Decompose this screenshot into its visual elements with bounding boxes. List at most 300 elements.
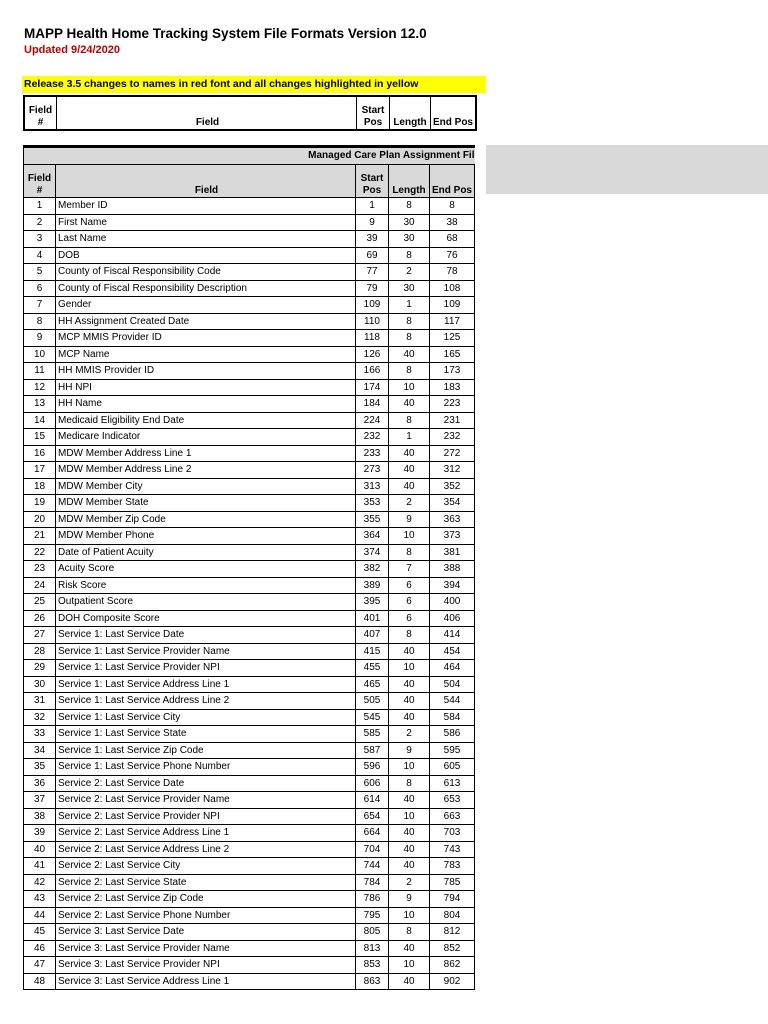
start-pos-cell: 784: [356, 874, 389, 891]
table-body: [24, 198, 475, 990]
table-row: [24, 676, 475, 693]
field-number-cell: 31: [24, 693, 56, 710]
table-row: [24, 841, 475, 858]
field-name-cell: Service 1: Last Service State: [56, 726, 356, 743]
table-row: [24, 511, 475, 528]
field-name-cell: Service 3: Last Service Address Line 1: [56, 973, 356, 990]
start-pos-cell: 233: [356, 445, 389, 462]
end-pos-header: End Pos: [430, 165, 475, 198]
field-name-cell: Service 2: Last Service Phone Number: [56, 907, 356, 924]
field-name-cell: Service 1: Last Service Provider Name: [56, 643, 356, 660]
length-cell: 8: [389, 627, 430, 644]
field-name-cell: Acuity Score: [56, 561, 356, 578]
field-number-cell: 11: [24, 363, 56, 380]
field-number-cell: 12: [24, 379, 56, 396]
end-pos-cell: 804: [430, 907, 475, 924]
field-number-cell: 35: [24, 759, 56, 776]
end-pos-cell: 363: [430, 511, 475, 528]
length-cell: 40: [389, 940, 430, 957]
end-pos-cell: 653: [430, 792, 475, 809]
length-cell: 30: [389, 214, 430, 231]
length-cell: 40: [389, 858, 430, 875]
field-number-cell: 25: [24, 594, 56, 611]
field-header: Field: [56, 165, 356, 198]
field-name-cell: Service 2: Last Service Provider Name: [56, 792, 356, 809]
start-pos-cell: 389: [356, 577, 389, 594]
field-name-cell: Medicaid Eligibility End Date: [56, 412, 356, 429]
table-row: [24, 247, 475, 264]
length-cell: 40: [389, 445, 430, 462]
table-row: [24, 825, 475, 842]
start-pos-cell: 355: [356, 511, 389, 528]
end-pos-cell: 586: [430, 726, 475, 743]
end-pos-cell: 902: [430, 973, 475, 990]
field-number-cell: 34: [24, 742, 56, 759]
field-number-cell: 10: [24, 346, 56, 363]
field-number-cell: 30: [24, 676, 56, 693]
table-row: [24, 412, 475, 429]
length-cell: 9: [389, 511, 430, 528]
length-cell: 40: [389, 825, 430, 842]
field-number-cell: 5: [24, 264, 56, 281]
start-pos-cell: 606: [356, 775, 389, 792]
end-pos-cell: 109: [430, 297, 475, 314]
end-pos-cell: 504: [430, 676, 475, 693]
length-header: Length: [390, 96, 431, 130]
table-row: [24, 973, 475, 990]
table-row: [24, 561, 475, 578]
field-number-cell: 26: [24, 610, 56, 627]
table-row: [24, 891, 475, 908]
field-name-cell: MDW Member Address Line 2: [56, 462, 356, 479]
field-number-cell: 45: [24, 924, 56, 941]
start-pos-cell: 596: [356, 759, 389, 776]
table-row: [24, 462, 475, 479]
start-pos-cell: 863: [356, 973, 389, 990]
field-name-cell: Date of Patient Acuity: [56, 544, 356, 561]
length-cell: 2: [389, 495, 430, 512]
start-pos-cell: 374: [356, 544, 389, 561]
start-pos-cell: 395: [356, 594, 389, 611]
table-row: [24, 643, 475, 660]
start-pos-cell: 69: [356, 247, 389, 264]
end-pos-cell: 414: [430, 627, 475, 644]
field-number-cell: 40: [24, 841, 56, 858]
end-pos-cell: 783: [430, 858, 475, 875]
field-name-cell: Service 1: Last Service Address Line 2: [56, 693, 356, 710]
length-cell: 8: [389, 924, 430, 941]
field-number-header: Field #: [24, 165, 56, 198]
start-pos-cell: 109: [356, 297, 389, 314]
table-row: [24, 577, 475, 594]
length-cell: 30: [389, 231, 430, 248]
field-name-cell: HH Assignment Created Date: [56, 313, 356, 330]
field-name-cell: MDW Member Phone: [56, 528, 356, 545]
length-cell: 10: [389, 907, 430, 924]
header-row: [24, 96, 476, 130]
section-caption-row: [24, 147, 475, 165]
table-row: [24, 709, 475, 726]
start-pos-cell: 654: [356, 808, 389, 825]
table-row: [24, 924, 475, 941]
table-row: [24, 330, 475, 347]
field-name-cell: MDW Member Zip Code: [56, 511, 356, 528]
table-row: [24, 297, 475, 314]
release-note: Release 3.5 changes to names in red font and all changes highlighted in yellow: [22, 76, 486, 93]
table-row: [24, 775, 475, 792]
file-format-table: [23, 145, 475, 990]
length-cell: 8: [389, 198, 430, 215]
field-name-cell: Service 2: Last Service Zip Code: [56, 891, 356, 908]
start-pos-cell: 813: [356, 940, 389, 957]
table-row: [24, 363, 475, 380]
field-number-cell: 42: [24, 874, 56, 891]
end-pos-cell: 862: [430, 957, 475, 974]
end-pos-cell: 173: [430, 363, 475, 380]
start-pos-cell: 587: [356, 742, 389, 759]
field-number-cell: 4: [24, 247, 56, 264]
start-pos-cell: 364: [356, 528, 389, 545]
field-name-cell: County of Fiscal Responsibility Description: [56, 280, 356, 297]
start-pos-cell: 704: [356, 841, 389, 858]
table-row: [24, 379, 475, 396]
field-number-cell: 23: [24, 561, 56, 578]
end-pos-cell: 381: [430, 544, 475, 561]
field-number-cell: 1: [24, 198, 56, 215]
end-pos-cell: 394: [430, 577, 475, 594]
field-number-cell: 16: [24, 445, 56, 462]
end-pos-cell: 232: [430, 429, 475, 446]
length-cell: 40: [389, 693, 430, 710]
start-pos-cell: 407: [356, 627, 389, 644]
start-pos-cell: 1: [356, 198, 389, 215]
field-number-cell: 48: [24, 973, 56, 990]
end-pos-cell: 373: [430, 528, 475, 545]
field-name-cell: MDW Member State: [56, 495, 356, 512]
end-pos-cell: 584: [430, 709, 475, 726]
end-pos-cell: 165: [430, 346, 475, 363]
field-number-cell: 9: [24, 330, 56, 347]
header-table: [23, 95, 477, 131]
end-pos-cell: 108: [430, 280, 475, 297]
field-number-cell: 22: [24, 544, 56, 561]
table-row: [24, 660, 475, 677]
field-name-cell: MDW Member Address Line 1: [56, 445, 356, 462]
length-cell: 30: [389, 280, 430, 297]
table-row: [24, 610, 475, 627]
table-row: [24, 313, 475, 330]
field-name-cell: MDW Member City: [56, 478, 356, 495]
table-row: [24, 792, 475, 809]
table-row: [24, 858, 475, 875]
field-name-cell: HH NPI: [56, 379, 356, 396]
field-number-cell: 7: [24, 297, 56, 314]
table-row: [24, 231, 475, 248]
field-number-cell: 13: [24, 396, 56, 413]
length-cell: 40: [389, 676, 430, 693]
length-cell: 8: [389, 412, 430, 429]
start-pos-cell: 9: [356, 214, 389, 231]
start-pos-cell: 353: [356, 495, 389, 512]
field-number-cell: 29: [24, 660, 56, 677]
updated-date: Updated 9/24/2020: [24, 44, 120, 56]
start-pos-cell: 110: [356, 313, 389, 330]
end-pos-cell: 117: [430, 313, 475, 330]
length-cell: 8: [389, 775, 430, 792]
start-pos-cell: 79: [356, 280, 389, 297]
start-pos-cell: 805: [356, 924, 389, 941]
length-cell: 6: [389, 610, 430, 627]
length-cell: 40: [389, 792, 430, 809]
field-number-cell: 21: [24, 528, 56, 545]
table-row: [24, 544, 475, 561]
start-pos-cell: 545: [356, 709, 389, 726]
length-cell: 6: [389, 577, 430, 594]
length-cell: 8: [389, 247, 430, 264]
end-pos-cell: 595: [430, 742, 475, 759]
start-pos-cell: 224: [356, 412, 389, 429]
field-name-cell: MCP MMIS Provider ID: [56, 330, 356, 347]
field-name-cell: HH MMIS Provider ID: [56, 363, 356, 380]
field-number-cell: 44: [24, 907, 56, 924]
start-pos-cell: 382: [356, 561, 389, 578]
field-name-cell: Service 3: Last Service Date: [56, 924, 356, 941]
length-cell: 40: [389, 462, 430, 479]
field-name-cell: Outpatient Score: [56, 594, 356, 611]
length-cell: 8: [389, 313, 430, 330]
start-pos-cell: 664: [356, 825, 389, 842]
end-pos-cell: 400: [430, 594, 475, 611]
field-number-cell: 47: [24, 957, 56, 974]
start-pos-cell: 313: [356, 478, 389, 495]
start-pos-cell: 126: [356, 346, 389, 363]
length-cell: 9: [389, 742, 430, 759]
length-cell: 1: [389, 297, 430, 314]
section-band: [486, 145, 768, 194]
field-name-cell: Service 2: Last Service Date: [56, 775, 356, 792]
field-number-header: Field #: [24, 96, 57, 130]
field-number-cell: 24: [24, 577, 56, 594]
end-pos-cell: 605: [430, 759, 475, 776]
table-row: [24, 280, 475, 297]
end-pos-cell: 312: [430, 462, 475, 479]
end-pos-cell: 406: [430, 610, 475, 627]
field-number-cell: 20: [24, 511, 56, 528]
start-pos-header: Start Pos: [357, 96, 390, 130]
start-pos-cell: 166: [356, 363, 389, 380]
field-name-cell: Service 2: Last Service City: [56, 858, 356, 875]
field-number-cell: 38: [24, 808, 56, 825]
start-pos-header: Start Pos: [356, 165, 389, 198]
table-row: [24, 214, 475, 231]
start-pos-cell: 505: [356, 693, 389, 710]
field-name-cell: Service 1: Last Service Zip Code: [56, 742, 356, 759]
end-pos-cell: 8: [430, 198, 475, 215]
length-cell: 10: [389, 808, 430, 825]
table-row: [24, 874, 475, 891]
length-cell: 2: [389, 726, 430, 743]
field-number-cell: 6: [24, 280, 56, 297]
table-row: [24, 429, 475, 446]
table-row: [24, 495, 475, 512]
end-pos-cell: 125: [430, 330, 475, 347]
field-name-cell: Gender: [56, 297, 356, 314]
field-number-cell: 33: [24, 726, 56, 743]
section-title: Managed Care Plan Assignment Fil: [24, 147, 475, 165]
length-cell: 40: [389, 709, 430, 726]
table-row: [24, 759, 475, 776]
table-row: [24, 627, 475, 644]
start-pos-cell: 118: [356, 330, 389, 347]
length-cell: 40: [389, 346, 430, 363]
length-cell: 8: [389, 363, 430, 380]
end-pos-cell: 454: [430, 643, 475, 660]
table-row: [24, 528, 475, 545]
field-number-cell: 39: [24, 825, 56, 842]
field-number-cell: 43: [24, 891, 56, 908]
length-cell: 10: [389, 759, 430, 776]
start-pos-cell: 174: [356, 379, 389, 396]
end-pos-cell: 464: [430, 660, 475, 677]
length-header: Length: [389, 165, 430, 198]
start-pos-cell: 401: [356, 610, 389, 627]
table-row: [24, 742, 475, 759]
field-name-cell: DOB: [56, 247, 356, 264]
end-pos-cell: 743: [430, 841, 475, 858]
field-name-cell: Service 2: Last Service Provider NPI: [56, 808, 356, 825]
field-number-cell: 19: [24, 495, 56, 512]
end-pos-cell: 852: [430, 940, 475, 957]
end-pos-cell: 388: [430, 561, 475, 578]
start-pos-cell: 585: [356, 726, 389, 743]
end-pos-cell: 38: [430, 214, 475, 231]
start-pos-cell: 415: [356, 643, 389, 660]
start-pos-cell: 455: [356, 660, 389, 677]
length-cell: 10: [389, 660, 430, 677]
start-pos-cell: 786: [356, 891, 389, 908]
end-pos-cell: 794: [430, 891, 475, 908]
field-name-cell: Service 3: Last Service Provider NPI: [56, 957, 356, 974]
field-number-cell: 15: [24, 429, 56, 446]
field-number-cell: 36: [24, 775, 56, 792]
field-number-cell: 2: [24, 214, 56, 231]
field-name-cell: Service 1: Last Service Address Line 1: [56, 676, 356, 693]
table-row: [24, 346, 475, 363]
end-pos-cell: 272: [430, 445, 475, 462]
length-cell: 40: [389, 841, 430, 858]
length-cell: 40: [389, 396, 430, 413]
field-name-cell: Service 1: Last Service Phone Number: [56, 759, 356, 776]
length-cell: 10: [389, 528, 430, 545]
table-row: [24, 808, 475, 825]
field-name-cell: DOH Composite Score: [56, 610, 356, 627]
field-name-cell: Service 2: Last Service Address Line 2: [56, 841, 356, 858]
start-pos-cell: 795: [356, 907, 389, 924]
field-name-cell: Service 2: Last Service Address Line 1: [56, 825, 356, 842]
field-name-cell: Medicare Indicator: [56, 429, 356, 446]
end-pos-cell: 76: [430, 247, 475, 264]
length-cell: 7: [389, 561, 430, 578]
end-pos-cell: 812: [430, 924, 475, 941]
document-title: MAPP Health Home Tracking System File Formats Version 12.0: [24, 26, 427, 41]
field-name-cell: Last Name: [56, 231, 356, 248]
start-pos-cell: 744: [356, 858, 389, 875]
end-pos-cell: 352: [430, 478, 475, 495]
field-name-cell: Service 3: Last Service Provider Name: [56, 940, 356, 957]
length-cell: 2: [389, 264, 430, 281]
length-cell: 8: [389, 544, 430, 561]
table-row: [24, 594, 475, 611]
field-name-cell: County of Fiscal Responsibility Code: [56, 264, 356, 281]
table-row: [24, 198, 475, 215]
table-row: [24, 693, 475, 710]
length-cell: 40: [389, 973, 430, 990]
table-row: [24, 264, 475, 281]
field-number-cell: 14: [24, 412, 56, 429]
field-name-cell: Member ID: [56, 198, 356, 215]
start-pos-cell: 184: [356, 396, 389, 413]
column-header-row: [24, 165, 475, 198]
length-cell: 2: [389, 874, 430, 891]
table-row: [24, 726, 475, 743]
field-number-cell: 27: [24, 627, 56, 644]
table-row: [24, 396, 475, 413]
field-number-cell: 46: [24, 940, 56, 957]
end-pos-cell: 663: [430, 808, 475, 825]
field-name-cell: Service 1: Last Service City: [56, 709, 356, 726]
table-row: [24, 445, 475, 462]
end-pos-cell: 544: [430, 693, 475, 710]
length-cell: 10: [389, 957, 430, 974]
start-pos-cell: 77: [356, 264, 389, 281]
start-pos-cell: 853: [356, 957, 389, 974]
end-pos-cell: 183: [430, 379, 475, 396]
field-name-cell: MCP Name: [56, 346, 356, 363]
field-number-cell: 28: [24, 643, 56, 660]
table-row: [24, 940, 475, 957]
field-number-cell: 37: [24, 792, 56, 809]
start-pos-cell: 232: [356, 429, 389, 446]
length-cell: 1: [389, 429, 430, 446]
field-name-cell: First Name: [56, 214, 356, 231]
table-row: [24, 907, 475, 924]
end-pos-cell: 354: [430, 495, 475, 512]
length-cell: 40: [389, 478, 430, 495]
field-name-cell: Service 1: Last Service Date: [56, 627, 356, 644]
length-cell: 6: [389, 594, 430, 611]
length-cell: 8: [389, 330, 430, 347]
end-pos-header: End Pos: [431, 96, 477, 130]
field-number-cell: 3: [24, 231, 56, 248]
end-pos-cell: 78: [430, 264, 475, 281]
field-number-cell: 41: [24, 858, 56, 875]
end-pos-cell: 785: [430, 874, 475, 891]
length-cell: 40: [389, 643, 430, 660]
field-number-cell: 8: [24, 313, 56, 330]
start-pos-cell: 39: [356, 231, 389, 248]
length-cell: 10: [389, 379, 430, 396]
end-pos-cell: 703: [430, 825, 475, 842]
field-number-cell: 32: [24, 709, 56, 726]
end-pos-cell: 231: [430, 412, 475, 429]
field-name-cell: HH Name: [56, 396, 356, 413]
field-number-cell: 18: [24, 478, 56, 495]
field-name-cell: Service 1: Last Service Provider NPI: [56, 660, 356, 677]
end-pos-cell: 68: [430, 231, 475, 248]
field-number-cell: 17: [24, 462, 56, 479]
field-name-cell: Service 2: Last Service State: [56, 874, 356, 891]
start-pos-cell: 465: [356, 676, 389, 693]
